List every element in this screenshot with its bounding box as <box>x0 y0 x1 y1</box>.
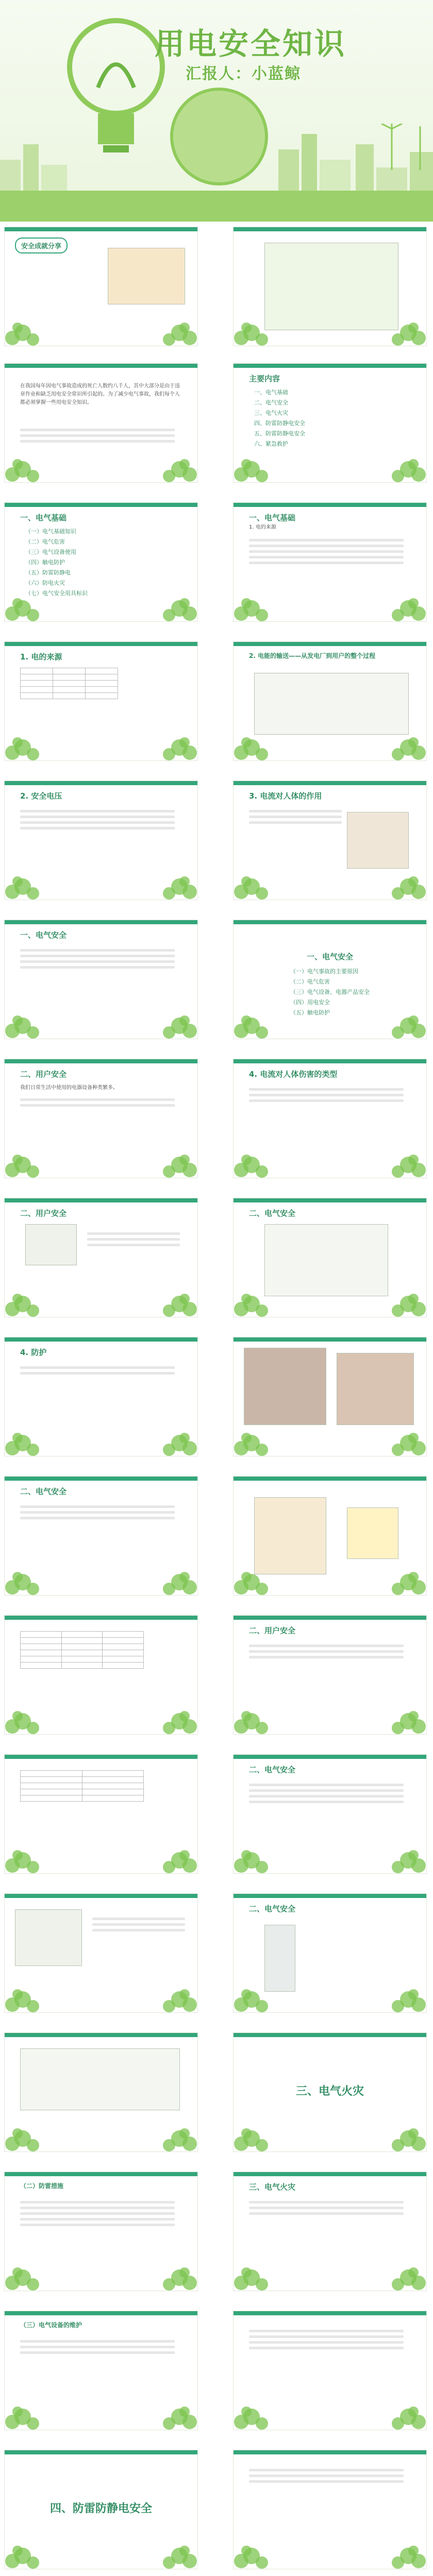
slide-body: 我们日常生活中使用的电器设备种类繁多。 <box>20 1085 118 1091</box>
foliage-icon <box>5 1425 41 1456</box>
list-item: （二）电气危害 <box>25 538 65 545</box>
foliage-icon <box>161 1842 197 1873</box>
slide-20 <box>4 1615 198 1735</box>
foliage-icon <box>390 1703 426 1734</box>
slide-11 <box>233 920 427 1039</box>
text-lines <box>20 946 175 972</box>
photo-people <box>244 1348 326 1425</box>
slide-topbar <box>5 364 197 368</box>
foliage-icon <box>234 1147 270 1178</box>
slide-24 <box>4 1893 198 2013</box>
slide-1 <box>4 227 198 346</box>
section-list <box>290 967 370 1018</box>
text-lines <box>87 1229 180 1249</box>
foliage-icon <box>5 315 41 346</box>
slide-topbar <box>5 1755 197 1759</box>
slide-heading: 2. 电能的输送——从发电厂到用户的整个过程 <box>249 652 376 659</box>
text-lines <box>20 2337 175 2357</box>
text-lines <box>20 807 175 833</box>
slide-topbar <box>234 781 426 785</box>
slide-topbar <box>234 920 426 924</box>
slide-heading: 4. 防护 <box>20 1348 47 1357</box>
foliage-icon <box>234 1564 270 1595</box>
foliage-icon <box>5 2538 41 2569</box>
slide-13 <box>233 1059 427 1178</box>
toc-item: 三、电气火灾 <box>254 410 288 416</box>
cover-slide <box>0 0 433 222</box>
data-table <box>20 1770 144 1802</box>
foliage-icon <box>234 2121 270 2151</box>
slide-topbar <box>5 781 197 785</box>
foliage-icon <box>161 1564 197 1595</box>
ground-strip <box>0 191 433 222</box>
text-lines <box>20 1095 175 1110</box>
slide-badge: 安全成就分享 <box>15 238 68 253</box>
slide-topbar <box>234 1059 426 1063</box>
slide-topbar <box>5 2311 197 2315</box>
slide-3 <box>233 363 427 483</box>
foliage-icon <box>5 1842 41 1873</box>
foliage-icon <box>390 1564 426 1595</box>
list-item: （一）电气事故的主要原因 <box>290 968 358 975</box>
toc-item: 二、电气安全 <box>254 399 288 406</box>
foliage-icon <box>5 1703 41 1734</box>
foliage-icon <box>161 2121 197 2151</box>
slide-heading: 二、用户安全 <box>249 1626 296 1635</box>
slide-27 <box>233 2032 427 2152</box>
photo-workshop <box>337 1353 414 1425</box>
slide-21 <box>233 1615 427 1735</box>
socket-illustration <box>25 1224 77 1265</box>
slide-5 <box>233 502 427 622</box>
slide-2 <box>4 363 198 483</box>
data-table <box>20 1631 144 1669</box>
text-lines <box>20 2198 175 2229</box>
foliage-icon <box>161 2538 197 2569</box>
slide-heading: 二、用户安全 <box>20 1209 67 1218</box>
foliage-icon <box>161 2260 197 2291</box>
foliage-icon <box>234 1008 270 1039</box>
foliage-icon <box>161 1008 197 1039</box>
foliage-icon <box>234 2260 270 2291</box>
slide-cover-repeat <box>233 227 427 346</box>
foliage-icon <box>161 1286 197 1317</box>
slide-heading: 4. 电流对人体伤害的类型 <box>249 1070 338 1079</box>
slide-topbar <box>234 1477 426 1481</box>
slide-topbar <box>5 1198 197 1202</box>
toc-item: 四、防雷防静电安全 <box>254 420 305 427</box>
text-lines <box>249 2198 404 2218</box>
list-item: （二）电气危害 <box>290 978 330 985</box>
body-diagram <box>347 812 409 869</box>
foliage-icon <box>5 1147 41 1178</box>
kids-illustration <box>108 248 185 304</box>
toc-item: 一、电气基础 <box>254 389 288 396</box>
photo-panel <box>15 1909 82 1966</box>
slide-topbar <box>5 920 197 924</box>
foliage-icon <box>234 590 270 621</box>
list-item: （四）触电防护 <box>25 559 65 566</box>
slide-topbar <box>234 1894 426 1898</box>
foliage-icon <box>390 1286 426 1317</box>
foliage-icon <box>161 2399 197 2430</box>
foliage-icon <box>5 1564 41 1595</box>
list-item: （一）电气基础知识 <box>25 528 76 535</box>
slide-topbar <box>5 503 197 507</box>
list-item: （四）用电安全 <box>290 999 330 1006</box>
slide-heading: 二、电气安全 <box>249 1209 296 1218</box>
foliage-icon <box>390 1842 426 1873</box>
slide-topbar <box>234 1198 426 1202</box>
section-list <box>25 527 88 599</box>
slide-topbar <box>234 1337 426 1342</box>
slide-23 <box>233 1754 427 1874</box>
foliage-icon <box>390 1147 426 1178</box>
slide-28 <box>4 2172 198 2291</box>
foliage-icon <box>390 2399 426 2430</box>
foliage-icon <box>161 1425 197 1456</box>
foliage-icon <box>234 730 270 760</box>
foliage-icon <box>5 730 41 760</box>
slide-9 <box>233 781 427 900</box>
earth-globe-icon <box>170 88 268 185</box>
slide-heading: 二、电气安全 <box>249 1765 296 1774</box>
slide-heading: 二、电气安全 <box>249 1904 296 1913</box>
cover-reporter: 汇报人：小蓝鲸 <box>186 65 301 83</box>
foliage-icon <box>234 315 270 346</box>
slide-8 <box>4 781 198 900</box>
circuit-diagram <box>20 2048 180 2110</box>
slide-topbar <box>5 1894 197 1898</box>
text-lines <box>249 807 342 827</box>
slide-topbar <box>5 2033 197 2037</box>
slide-topbar <box>5 1616 197 1620</box>
slide-10 <box>4 920 198 1039</box>
foliage-icon <box>161 451 197 482</box>
slide-17 <box>233 1337 427 1456</box>
section-title: 四、防雷防静电安全 <box>49 2502 152 2515</box>
slide-topbar <box>234 1616 426 1620</box>
slide-30 <box>4 2311 198 2430</box>
foliage-icon <box>234 869 270 900</box>
foliage-icon <box>390 451 426 482</box>
foliage-icon <box>161 1981 197 2012</box>
foliage-icon <box>390 730 426 760</box>
foliage-icon <box>5 1008 41 1039</box>
slide-31 <box>233 2311 427 2430</box>
text-lines <box>92 1914 185 1935</box>
slide-heading: 3. 电流对人体的作用 <box>249 791 322 801</box>
slide-topbar <box>234 227 426 231</box>
foliage-icon <box>234 451 270 482</box>
slide-18 <box>4 1476 198 1596</box>
slide-topbar <box>234 2172 426 2176</box>
slide-19 <box>233 1476 427 1596</box>
cartoon-kids <box>254 1497 326 1574</box>
toc-list <box>254 387 305 449</box>
slide-25 <box>233 1893 427 2013</box>
slide-26 <box>4 2032 198 2152</box>
slide-topbar <box>5 1337 197 1342</box>
slide-32 <box>4 2450 198 2569</box>
slide-topbar <box>5 2450 197 2454</box>
slide-heading: （二）防雷措施 <box>20 2182 64 2190</box>
list-item: （三）电气设备使用 <box>25 549 76 555</box>
foliage-icon <box>161 590 197 621</box>
foliage-icon <box>390 2538 426 2569</box>
slide-heading: 一、电气安全 <box>306 952 353 961</box>
slide-topbar <box>234 2450 426 2454</box>
foliage-icon <box>390 1981 426 2012</box>
foliage-icon <box>5 2121 41 2151</box>
foliage-icon <box>390 1008 426 1039</box>
slide-7 <box>233 641 427 761</box>
slide-heading: 二、用户安全 <box>20 1070 67 1079</box>
slide-topbar <box>234 642 426 646</box>
text-lines <box>249 2327 404 2352</box>
text-lines <box>249 2466 404 2486</box>
slide-heading: 1. 电的来源 <box>20 652 62 662</box>
foliage-icon <box>234 1703 270 1734</box>
foliage-icon <box>5 451 41 482</box>
hazard-illustration <box>347 1507 398 1559</box>
foliage-icon <box>390 315 426 346</box>
list-item: （五）触电防护 <box>290 1009 330 1016</box>
slide-topbar <box>234 364 426 368</box>
text-lines <box>249 1781 404 1806</box>
foliage-icon <box>234 1842 270 1873</box>
wiring-diagram <box>264 1224 388 1296</box>
bulb-city-illustration <box>264 243 398 330</box>
foliage-icon <box>5 1286 41 1317</box>
foliage-icon <box>5 1981 41 2012</box>
text-lines <box>20 1502 175 1522</box>
slide-22 <box>4 1754 198 1874</box>
slide-topbar <box>234 1755 426 1759</box>
foliage-icon <box>161 869 197 900</box>
text-lines <box>20 426 175 446</box>
text-lines <box>20 1363 175 1378</box>
foliage-icon <box>161 1147 197 1178</box>
slide-sub: 1. 电的来源 <box>249 524 276 530</box>
power-grid-diagram <box>254 673 409 735</box>
light-bulb-icon <box>62 10 170 165</box>
slide-topbar <box>5 1059 197 1063</box>
foliage-icon <box>234 1425 270 1456</box>
text-lines <box>249 536 404 567</box>
slide-16 <box>4 1337 198 1456</box>
list-item: （六）防电火灾 <box>25 580 65 586</box>
foliage-icon <box>390 590 426 621</box>
slide-33 <box>233 2450 427 2569</box>
foliage-icon <box>390 2121 426 2151</box>
slide-heading: 一、电气基础 <box>249 513 296 522</box>
section-title: 三、电气火灾 <box>295 2085 364 2098</box>
foliage-icon <box>5 2399 41 2430</box>
foliage-icon <box>161 1703 197 1734</box>
slide-heading: 2. 安全电压 <box>20 791 62 801</box>
slide-heading: 三、电气火灾 <box>249 2182 296 2192</box>
slide-29 <box>233 2172 427 2291</box>
foliage-icon <box>5 2260 41 2291</box>
foliage-icon <box>161 730 197 760</box>
foliage-icon <box>234 1981 270 2012</box>
slide-heading: （三）电气设备的维护 <box>20 2321 82 2329</box>
slide-heading: 一、电气安全 <box>20 930 67 940</box>
data-table <box>20 668 118 699</box>
slide-topbar <box>5 2172 197 2176</box>
slide-15 <box>233 1198 427 1317</box>
slide-topbar <box>5 227 197 231</box>
foliage-icon <box>5 590 41 621</box>
foliage-icon <box>234 1286 270 1317</box>
foliage-icon <box>234 2399 270 2430</box>
text-lines <box>249 1641 404 1662</box>
slide-topbar <box>234 2311 426 2315</box>
text-lines <box>249 1085 404 1105</box>
foliage-icon <box>234 2538 270 2569</box>
slide-topbar <box>234 503 426 507</box>
list-item: （三）电气设备、电器产品安全 <box>290 989 370 995</box>
slide-12 <box>4 1059 198 1178</box>
toc-item: 六、紧急救护 <box>254 440 288 447</box>
list-item: （七）电气安全用具标识 <box>25 590 88 597</box>
slide-topbar <box>234 2033 426 2037</box>
slide-4 <box>4 502 198 622</box>
slide-heading: 一、电气基础 <box>20 513 67 522</box>
slide-heading: 二、电气安全 <box>20 1487 67 1496</box>
slide-14 <box>4 1198 198 1317</box>
foliage-icon <box>390 2260 426 2291</box>
toc-item: 五、防雷防静电安全 <box>254 430 305 437</box>
slide-topbar <box>5 642 197 646</box>
intro-text: 在我国每年因电气事故造成的死亡人数约八千人，其中大部分是由于违章作业和缺乏用电安全常识所引起的。为了减少电气事故，我们每个人都必须掌握一些用电安全知识。 <box>20 383 180 405</box>
foliage-icon <box>5 869 41 900</box>
list-item: （五）防雷防静电 <box>25 569 71 576</box>
foliage-icon <box>161 315 197 346</box>
foliage-icon <box>390 1425 426 1456</box>
slide-6 <box>4 641 198 761</box>
cover-title: 用电安全知识 <box>155 26 347 61</box>
slide-topbar <box>5 1477 197 1481</box>
slide-heading: 主要内容 <box>249 374 280 383</box>
foliage-icon <box>390 869 426 900</box>
